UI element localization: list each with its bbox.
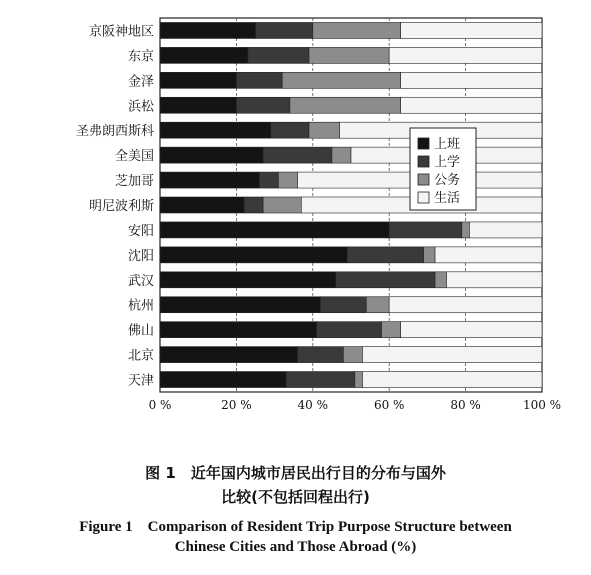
bar-segment-2-7 [263, 197, 301, 213]
bar-segment-3-3 [401, 97, 542, 113]
bar-segment-2-12 [382, 322, 401, 338]
bar-segment-2-2 [282, 72, 400, 88]
legend-label: 生活 [434, 191, 461, 206]
bar-segment-0-6 [160, 172, 259, 188]
bar-segment-1-10 [336, 272, 435, 288]
category-label: 杭州 [127, 298, 154, 314]
bar-segment-0-9 [160, 247, 347, 263]
category-label: 安阳 [127, 223, 154, 239]
x-tick-label: 20 % [221, 398, 252, 412]
bar-segment-3-2 [401, 72, 542, 88]
bar-segment-2-4 [309, 122, 340, 138]
category-label: 芝加哥 [114, 174, 154, 190]
bar-segment-2-9 [424, 247, 435, 263]
bar-segment-1-4 [271, 122, 309, 138]
bar-segment-2-3 [290, 97, 401, 113]
bar-segment-1-7 [244, 197, 263, 213]
bar-segment-1-13 [298, 347, 344, 363]
bar-segment-2-5 [332, 147, 351, 163]
caption-en-line1: Figure 1 Comparison of Resident Trip Purpose Structure between [79, 519, 512, 535]
bar-segment-2-11 [366, 297, 389, 313]
x-tick-label: 0 % [148, 398, 172, 412]
bar-segment-0-10 [160, 272, 336, 288]
legend-swatch [418, 138, 429, 149]
legend-label: 上班 [434, 137, 461, 152]
bar-segment-2-13 [343, 347, 362, 363]
category-label: 全美国 [114, 149, 154, 165]
bar-segment-0-4 [160, 122, 271, 138]
bar-segment-3-0 [401, 22, 542, 38]
category-label: 沈阳 [127, 248, 154, 264]
category-labels [76, 23, 155, 388]
bar-segment-0-12 [160, 322, 317, 338]
x-tick-label: 100 % [522, 398, 562, 412]
category-label: 佛山 [127, 323, 154, 339]
legend-label: 上学 [434, 155, 461, 170]
bar-segment-1-11 [320, 297, 366, 313]
bar-segment-1-12 [317, 322, 382, 338]
category-label: 浜松 [127, 99, 154, 115]
bar-segment-1-2 [236, 72, 282, 88]
x-tick-label: 60 % [373, 398, 405, 412]
caption-zh-line1: 图 1 近年国内城市居民出行目的分布与国外 [145, 464, 446, 482]
bar-segment-3-13 [362, 347, 542, 363]
bar-segment-3-11 [389, 297, 542, 313]
category-label: 明尼波利斯 [88, 199, 154, 214]
bar-segment-3-10 [447, 272, 543, 288]
category-label: 圣弗朗西斯科 [75, 124, 154, 140]
bar-segment-2-10 [435, 272, 446, 288]
legend-swatch [418, 192, 429, 203]
bar-segment-3-8 [469, 222, 542, 238]
bar-segment-3-12 [401, 322, 542, 338]
bar-segment-2-0 [313, 22, 401, 38]
bar-segment-1-1 [248, 47, 309, 63]
bar-segment-1-6 [259, 172, 278, 188]
bar-segment-0-2 [160, 72, 236, 88]
bar-segment-3-9 [435, 247, 542, 263]
legend-swatch [418, 174, 429, 185]
bar-segment-2-14 [355, 372, 363, 388]
bar-segment-1-0 [256, 22, 313, 38]
category-label: 武汉 [127, 273, 154, 289]
bar-segment-0-0 [160, 22, 256, 38]
legend-swatch [418, 156, 429, 167]
bar-segment-0-11 [160, 297, 320, 313]
bar-segment-1-9 [347, 247, 423, 263]
legend-label: 公务 [434, 173, 461, 188]
bar-segment-1-14 [286, 372, 355, 388]
bars-group [160, 22, 542, 387]
caption-zh-line2: 比较(不包括回程出行) [221, 488, 370, 506]
x-tick-label: 40 % [297, 398, 329, 412]
bar-segment-2-1 [309, 47, 389, 63]
bar-segment-1-3 [236, 97, 289, 113]
bar-segment-0-5 [160, 147, 263, 163]
legend [410, 128, 476, 210]
bar-segment-1-5 [263, 147, 332, 163]
bar-segment-0-3 [160, 97, 236, 113]
bar-segment-0-14 [160, 372, 286, 388]
x-tick-labels [149, 398, 561, 412]
category-label: 东京 [127, 49, 154, 65]
bar-segment-0-1 [160, 47, 248, 63]
bar-segment-0-7 [160, 197, 244, 213]
bar-segment-2-6 [278, 172, 297, 188]
bar-segment-3-1 [389, 47, 542, 63]
bar-segment-3-14 [362, 372, 542, 388]
category-label: 京阪神地区 [88, 24, 154, 40]
category-label: 金泽 [127, 74, 154, 90]
x-tick-label: 80 % [450, 398, 481, 412]
bar-segment-2-8 [462, 222, 470, 238]
category-label: 天津 [127, 373, 154, 389]
category-label: 北京 [127, 348, 154, 364]
bar-segment-0-13 [160, 347, 298, 363]
bar-segment-0-8 [160, 222, 389, 238]
bar-segment-1-8 [389, 222, 462, 238]
caption-en-line2: Chinese Cities and Those Abroad (%) [174, 539, 417, 555]
